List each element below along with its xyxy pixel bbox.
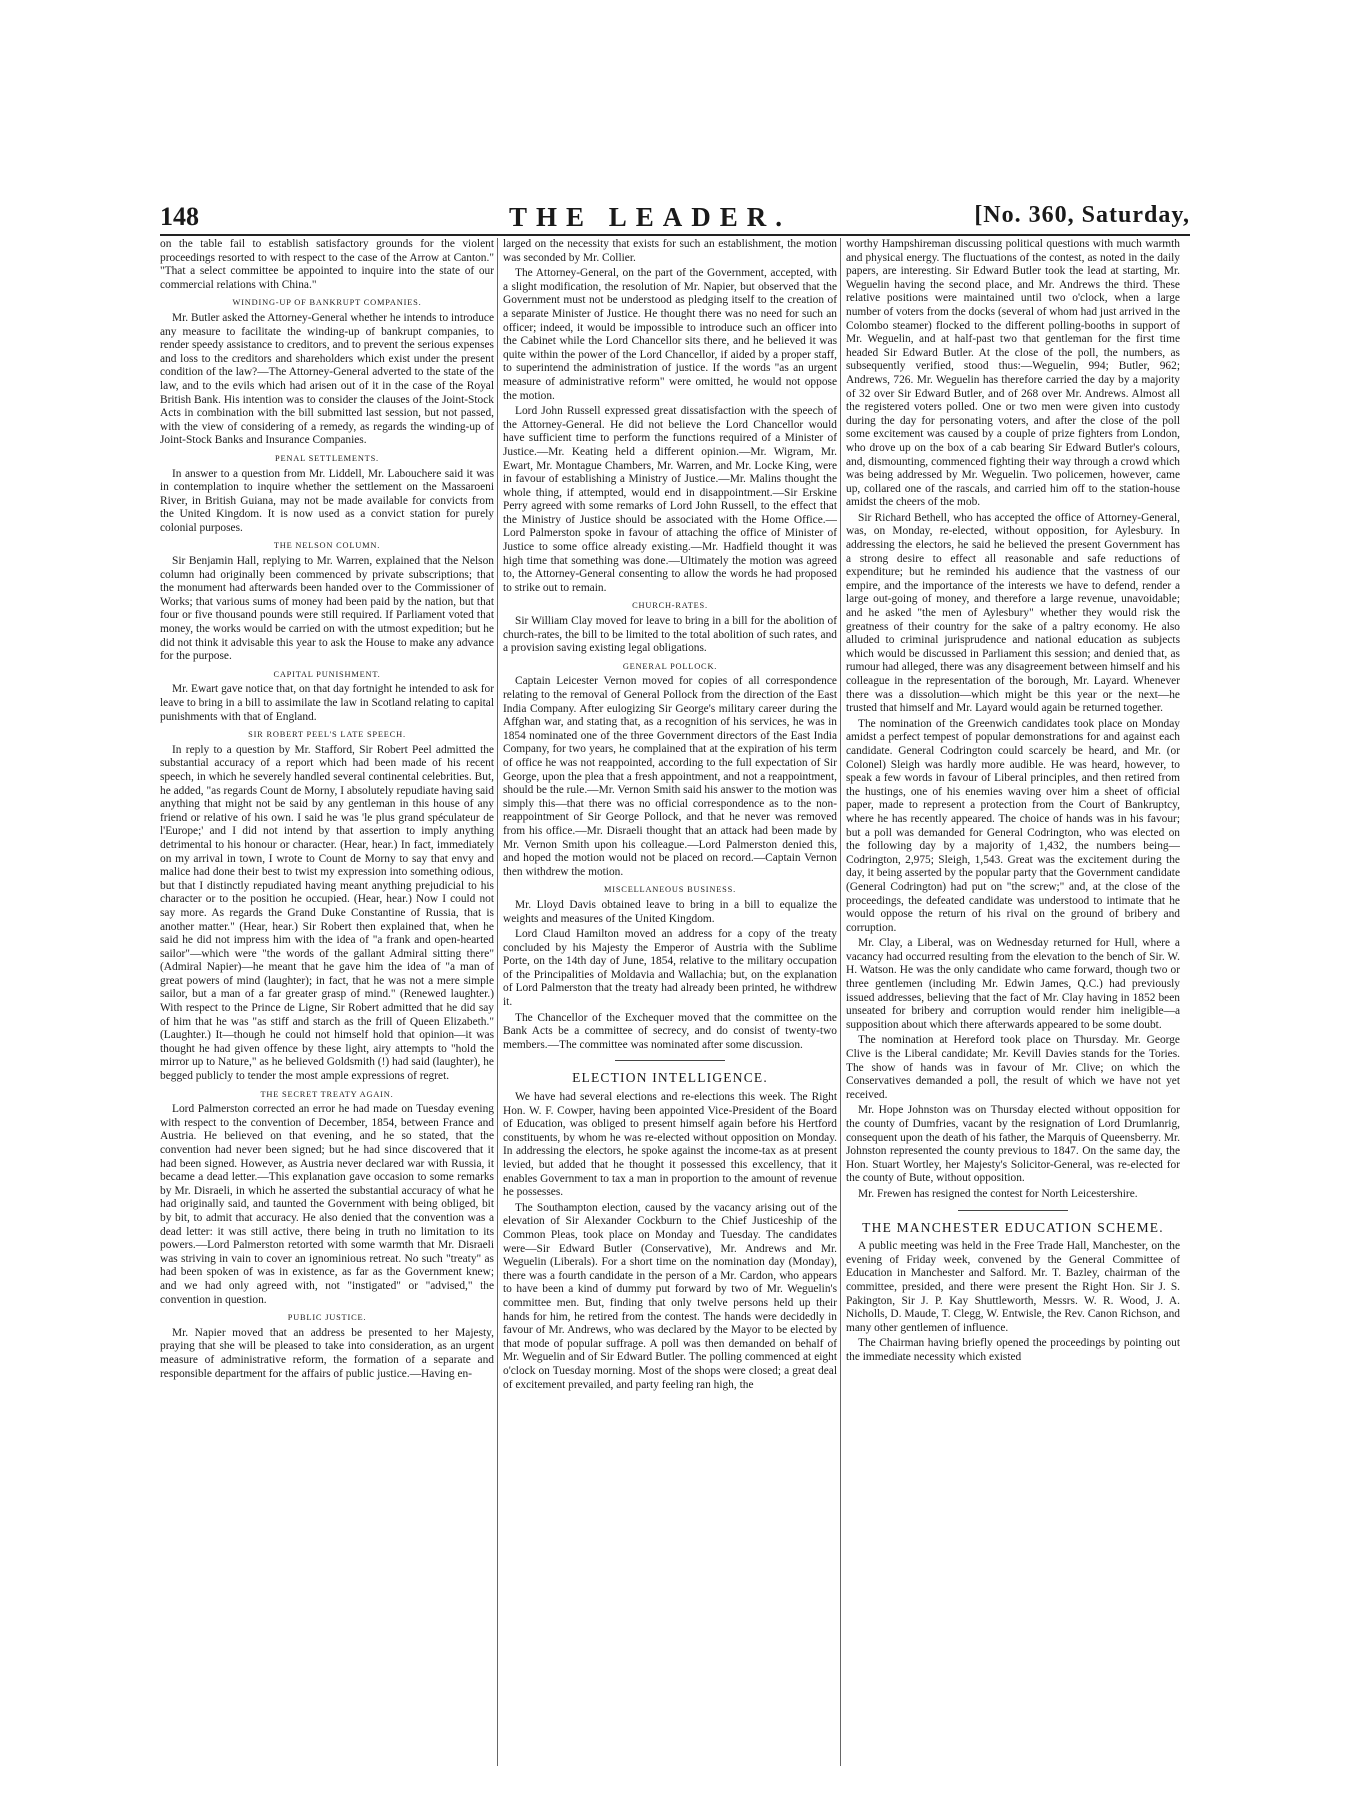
paragraph: Lord Claud Hamilton moved an address for a copy of the treaty concluded by his Majesty the Emperor of Austria with the Sublime Porte, on the 14th day of June, 1854, relative to the military occupation of the Principalities of Moldavia and Wallachia; but, on the explanation of Lord Palmerston that the treaty had already been printed, he withdrew it. — [503, 928, 837, 1009]
section-heading: SIR ROBERT PEEL'S LATE SPEECH. — [248, 730, 406, 740]
paragraph: Mr. Clay, a Liberal, was on Wednesday returned for Hull, where a vacancy had occurred resulting from the elevation to the bench of Sir. W. H. Watson. He was the only candidate who came forward, though two or three gentlemen (including Mr. Edwin James, Q.C.) had previously issued addresses, believing that the fact of Mr. Clay having in 1852 been unseated for bribery and corruption would render him ineligible—a supposition about which there afterwards appeared to be some doubt. — [846, 937, 1180, 1031]
paragraph: Lord John Russell expressed great dissatisfaction with the speech of the Attorney-General. He did not believe the Lord Chancellor would have sufficient time to perform the functions required of a Minister of Justice.—Mr. Keating held a different opinion.—Mr. Wigram, Mr. Ewart, Mr. Montague Chambers, Mr. Warren, and Mr. Locke King, were in favour of establishing a Ministry of Justice.—Mr. Malins thought the whole thing, if attempted, would end in disappointment.—Sir Erskine Perry agreed with some remarks of Lord John Russell, to the effect that the Ministry of Justice should be associated with the Home Office.—Lord Palmerston spoke in favour of attaching the office of Minister of Justice to some office already existing.—Mr. Hadfield thought it was high time that something was done.—Ultimately the motion was agreed to, the Attorney-General consenting to allow the words he had proposed to strike out to remain. — [503, 405, 837, 594]
column-divider — [840, 238, 841, 1766]
paragraph: Captain Leicester Vernon moved for copies of all correspondence relating to the removal of General Pollock from the direction of the East India Company. After eulogizing Sir George's military career during the Affghan war, and stating that, as a recognition of his services, he was in 1854 nominated one of the three Government directors of the East India Company, for two years, he complained that at the expiration of his term of office he was not reappointed, according to the full expectation of Sir George, upon the plea that a fresh appointment, and not a reappointment, should be the rule.—Mr. Vernon Smith said his answer to the motion was simply this—that there was no official correspondence as to the non-reappointment of Sir George Pollock, and that he never was removed from his office.—Mr. Disraeli thought that an attack had been made by Mr. Vernon Smith upon his colleague.—Lord Palmerston denied this, and hoped the motion would not be placed on record.—Captain Vernon then withdrew the motion. — [503, 675, 837, 878]
section-heading: THE NELSON COLUMN. — [273, 541, 381, 551]
section-heading: MISCELLANEOUS BUSINESS. — [604, 885, 736, 895]
paragraph: Mr. Hope Johnston was on Thursday elected without opposition for the county of Dumfries, vacant by the resignation of Lord Drumlanrig, consequent upon the death of his father, the Marquis of Queensberry. Mr. Johnston represented the county previous to 1847. On the same day, the Hon. Stuart Wortley, her Majesty's Solicitor-General, was re-elected for the county of Bute, without opposition. — [846, 1104, 1180, 1185]
column-1 — [160, 238, 494, 1778]
section-heading: PUBLIC JUSTICE. — [287, 1313, 367, 1323]
column-3 — [846, 238, 1180, 1778]
newspaper-title: THE LEADER. — [508, 202, 792, 232]
separator-rule — [958, 1210, 1068, 1211]
paragraph: larged on the necessity that exists for such an establishment, the motion was seconded by Mr. Collier. — [503, 238, 837, 264]
section-heading: WINDING-UP OF BANKRUPT COMPANIES. — [232, 298, 422, 308]
paragraph: In reply to a question by Mr. Stafford, Sir Robert Peel admitted the substantial accuracy of a report which had been made of his recent speech, in which he severely handled several continental celebrities. But, he added, "as regards Count de Morny, I absolutely repudiate having said anything that might not be said by any gentleman in this house of any friend or relative of his own. I said he was 'le plus grand spéculateur de l'Europe;' and I did not intend by that assertion to imply anything detrimental to his honour or character. (Hear, hear.) In fact, immediately on my arrival in town, I wrote to Count de Morny to say that envy and malice had done their best to twist my expression into something odious, but that I distinctly repudiated having meant anything prejudicial to his character or to the position he occupied. (Hear, hear.) Now I could not say more. As regards the Grand Duke Constantine of Russia, that is another matter." (Hear, hear.) Sir Robert then explained that, when he said he did not impress him with the idea of "a frank and open-hearted sailor"—which were "the words of the gallant Admiral sitting there" (Admiral Napier)—he meant that he gave him the idea of "a man of great powers of mind (laughter); in fact, that he was not a mere simple sailor, but a man of a far greater grasp of mind." (Renewed laughter.) With respect to the Prince de Ligne, Sir Robert admitted that he did say of him that he was "as stiff and starch as the frill of Queen Elizabeth." (Laughter.) It—though he could not himself hold that opinion—it was thought he had given offence by these light, airy attempts to "hold the mirror up to Nature," as he believed Goldsmith (!) had said (laughter), he begged publicly to tender the most ample expressions of regret. — [160, 743, 494, 1083]
separator-rule — [615, 1060, 725, 1061]
paragraph: on the table fail to establish satisfactory grounds for the violent proceedings resorted to with respect to the case of the Arrow at Canton." "That a select committee be appointed to inquire into the state of our commercial relations with China." — [160, 238, 494, 291]
article-heading: ELECTION INTELLIGENCE. — [572, 1070, 768, 1086]
paragraph: Sir William Clay moved for leave to bring in a bill for the abolition of church-rates, the bill to be limited to the total abolition of such rates, and a provision saving existing legal obligations. — [503, 615, 837, 655]
paragraph: Sir Benjamin Hall, replying to Mr. Warren, explained that the Nelson column had originally been commenced by private subscriptions; that the monument had afterwards been handed over to the Commissioner of Works; that various sums of money had been paid by the nation, but that four or five thousand pounds were still required. If Parliament voted that money, the works would be carried on with the utmost expedition; but he did not think it advisable this year to ask the House to make any advance for the purpose. — [160, 555, 494, 663]
paragraph: Mr. Lloyd Davis obtained leave to bring in a bill to equalize the weights and measures of the United Kingdom. — [503, 898, 837, 925]
paragraph: In answer to a question from Mr. Liddell, Mr. Labouchere said it was in contemplation to inquire whether the settlement on the Massaroeni River, in British Guiana, may not be made available for convicts from the United Kingdom. It is now used as a convict station for purely colonial purposes. — [160, 467, 494, 534]
paragraph: Mr. Frewen has resigned the contest for North Leicestershire. — [858, 1187, 1138, 1200]
paragraph: The nomination of the Greenwich candidates took place on Monday amidst a perfect tempest of popular demonstrations for and against each candidate. General Codrington could scarcely be heard, and Mr. (or Colonel) Sleigh was hardly more audible. He was heard, however, to speak a few words in favour of Liberal principles, and then retired from the hustings, one of his enemies waving over him a sheet of official paper, made to represent a protection from the Court of Bankruptcy, where he has recently appeared. The choice of hands was in his favour; but a poll was demanded for General Codrington, who was elected on the following day by a majority of 1,432, the numbers being—Codrington, 2,975; Sleigh, 1,543. Great was the excitement during the day, it being asserted by the popular party that the Government candidate (General Codrington) had put on "the screw;" and, at the close of the proceedings, the defeated candidate was understood to intimate that he would oppose the return of his rival on the ground of bribery and corruption. — [846, 717, 1180, 934]
paragraph: Sir Richard Bethell, who has accepted the office of Attorney-General, was, on Monday, re-elected, without opposition, for Aylesbury. In addressing the electors, he said he believed the present Government has a strong desire to effect all reasonable and safe reductions of expenditure; but he reminded his audience that the vastness of our empire, and the importance of the interests we have to defend, render a large out-going of money, and therefore a large revenue, unavoidable; and he asked "the men of Aylesbury" whether they would risk the greatness of their country for the sake of a paltry economy. He also alluded to criminal jurisprudence and national education as subjects which would be discussed in Parliament this session; and denied that, as rumour had alleged, there was any disagreement between himself and his colleague in the representation of the borough, Mr. Layard. Whenever there was a dissolution—which might be this year or the next—he trusted that himself and Mr. Layard would again be returned together. — [846, 511, 1180, 715]
page-number: 148 — [160, 202, 199, 231]
paragraph: The nomination at Hereford took place on Thursday. Mr. George Clive is the Liberal candidate; Mr. Kevill Davies stands for the Tories. The show of hands was in favour of Mr. Clive; on which the Conservatives demanded a poll, the result of which we have not yet received. — [846, 1034, 1180, 1101]
section-heading: CAPITAL PUNISHMENT. — [273, 669, 381, 679]
paragraph: Lord Palmerston corrected an error he had made on Tuesday evening with respect to the convention of December, 1854, between France and Austria. He believed on that evening, and he so stated, that the convention had never been signed; but he had since discovered that it had been signed. However, as Austria never declared war with Russia, it became a dead letter.—This explanation gave occasion to some remarks by Mr. Disraeli, in which he asserted the substantial accuracy of what he had originally said, and taunted the Government with being obliged, bit by bit, to admit that accuracy. He also denied that the convention was a dead letter: it was still active, there being in truth no limitation to its powers.—Lord Palmerston retorted with some warmth that Mr. Disraeli was striving in vain to cover an ignominious retreat. No such "treaty" as had been spoken of was in existence, as far as the Government knew; and we had only agreed with, not "instigated" or "advised," the convention in question. — [160, 1103, 494, 1306]
paragraph: The Attorney-General, on the part of the Government, accepted, with a slight modification, the resolution of Mr. Napier, but observed that the Government must not be understood as pledging itself to the creation of a separate Minister of Justice. He thought there was no need for such an officer; indeed, it would be impossible to introduce such an officer into the Cabinet while the Lord Chancellor sits there, and he believed it was quite within the power of the Lord Chancellor, if aided by a proper staff, to superintend the administration of justice. If the words "as an urgent measure of administrative reform" were omitted, he would not oppose the motion. — [503, 267, 837, 402]
article-heading: THE MANCHESTER EDUCATION SCHEME. — [862, 1219, 1164, 1235]
paragraph: The Southampton election, caused by the vacancy arising out of the elevation of Sir Alexander Cockburn to the Chief Justiceship of the Common Pleas, took place on Monday and Tuesday. The candidates were—Sir Edward Butler (Conservative), Mr. Andrews and Mr. Weguelin (Liberals). For a short time on the nomination day (Monday), there was a fourth candidate in the person of a Mr. Cardon, who appears to have been a kind of dummy put forward by two of Mr. Weguelin's committee men. But, finding that only twelve persons held up their hands for him, he retired from the contest. The hands were decidedly in favour of Mr. Andrews, who was declared by the Mayor to be elected by that mode of popular suffrage. A poll was then demanded on behalf of Mr. Weguelin and of Sir Edward Butler. The polling commenced at eight o'clock on Tuesday morning. Most of the shops were closed; a great deal of excitement prevailed, and party feeling ran high, the — [503, 1201, 837, 1391]
section-heading: CHURCH-RATES. — [632, 601, 708, 611]
masthead — [160, 200, 1190, 234]
section-heading: THE SECRET TREATY AGAIN. — [260, 1089, 394, 1099]
paragraph: worthy Hampshireman discussing political questions with much warmth and physical energy. The fluctuations of the contest, as noted in the daily papers, are interesting. Sir Edward Butler took the lead at starting, Mr. Weguelin having the second place, and Mr. Andrews the third. These relative positions were maintained until two o'clock, when a large number of voters from the docks (several of whom had just arrived in the Colombo steamer) flocked to the different polling-booths in support of Mr. Weguelin, and at half-past two that gentleman for the first time headed Sir Edward Butler. At the close of the poll, the numbers, as subsequently verified, stood thus:—Weguelin, 994; Butler, 962; Andrews, 726. Mr. Weguelin has therefore carried the day by a majority of 32 over Sir Edward Butler, and of 268 over Mr. Andrews. Almost all the registered voters polled. One or two men were given into custody during the day for personating voters, and after the close of the poll some excitement was caused by a couple of prize fighters from London, who drove up on the box of a cab bearing Sir Edward Butler's colours, and, dismounting, commenced fighting their way through a crowd which was being addressed by Mr. Weguelin. Two policemen, however, came up, collared one of the rascals, and carried him off to the station-house amidst the cheers of the mob. — [846, 238, 1180, 509]
masthead-rule — [160, 234, 1190, 236]
paragraph: The Chancellor of the Exchequer moved that the committee on the Bank Acts be a committee of secrecy, and do consist of twenty-two members.—The committee was nominated after some discussion. — [503, 1011, 837, 1051]
paragraph: Mr. Ewart gave notice that, on that day fortnight he intended to ask for leave to bring in a bill to assimilate the law in Scotland relating to capital punishments with that of England. — [160, 683, 494, 723]
paragraph: Mr. Napier moved that an address be presented to her Majesty, praying that she will be pleased to take into consideration, as an urgent measure of administrative reform, the formation of a separate and responsible department for the affairs of public justice.—Having en- — [160, 1326, 494, 1380]
paragraph: Mr. Butler asked the Attorney-General whether he intends to introduce any measure to facilitate the winding-up of bankrupt companies, to render speedy assistance to creditors, and to prevent the serious expenses and loss to the creditors and shareholders which exist under the present condition of the law?—The Attorney-General adverted to the state of the law, and to the evils which had arisen out of it in the case of the Royal British Bank. His intention was to consider the clauses of the Joint-Stock Acts in combination with the bill submitted last session, but not passed, with the view of considering of a remedy, as regards the winding-up of Joint-Stock Banks and Insurance Companies. — [160, 311, 494, 447]
section-heading: GENERAL POLLOCK. — [622, 661, 718, 671]
column-2 — [503, 238, 837, 1778]
paragraph: The Chairman having briefly opened the proceedings by pointing out the immediate necessity which existed — [846, 1337, 1180, 1363]
paragraph: A public meeting was held in the Free Trade Hall, Manchester, on the evening of Friday week, convened by the General Committee of Education in Manchester and Salford. Mr. T. Bazley, chairman of the committee, presided, and there were present the Right Hon. Sir J. S. Pakington, Sir J. P. Kay Shuttleworth, Messrs. W. R. Wood, J. A. Nicholls, D. Maude, T. Clegg, W. Entwisle, the Rev. Canon Richson, and many other gentlemen of influence. — [846, 1240, 1180, 1334]
paragraph: We have had several elections and re-elections this week. The Right Hon. W. F. Cowper, having been appointed Vice-President of the Board of Education, was obliged to present himself again before his Hertford constituents, by whom he was re-elected without opposition on Monday. In addressing the electors, he spoke against the income-tax as at present levied, but added that he thought it possessed this excellency, that it enables Government to tax a man in proportion to the amount of revenue he possesses. — [503, 1091, 837, 1199]
column-divider — [497, 238, 498, 1766]
issue-number: [No. 360, Saturday, — [974, 202, 1190, 228]
section-heading: PENAL SETTLEMENTS. — [275, 453, 379, 463]
